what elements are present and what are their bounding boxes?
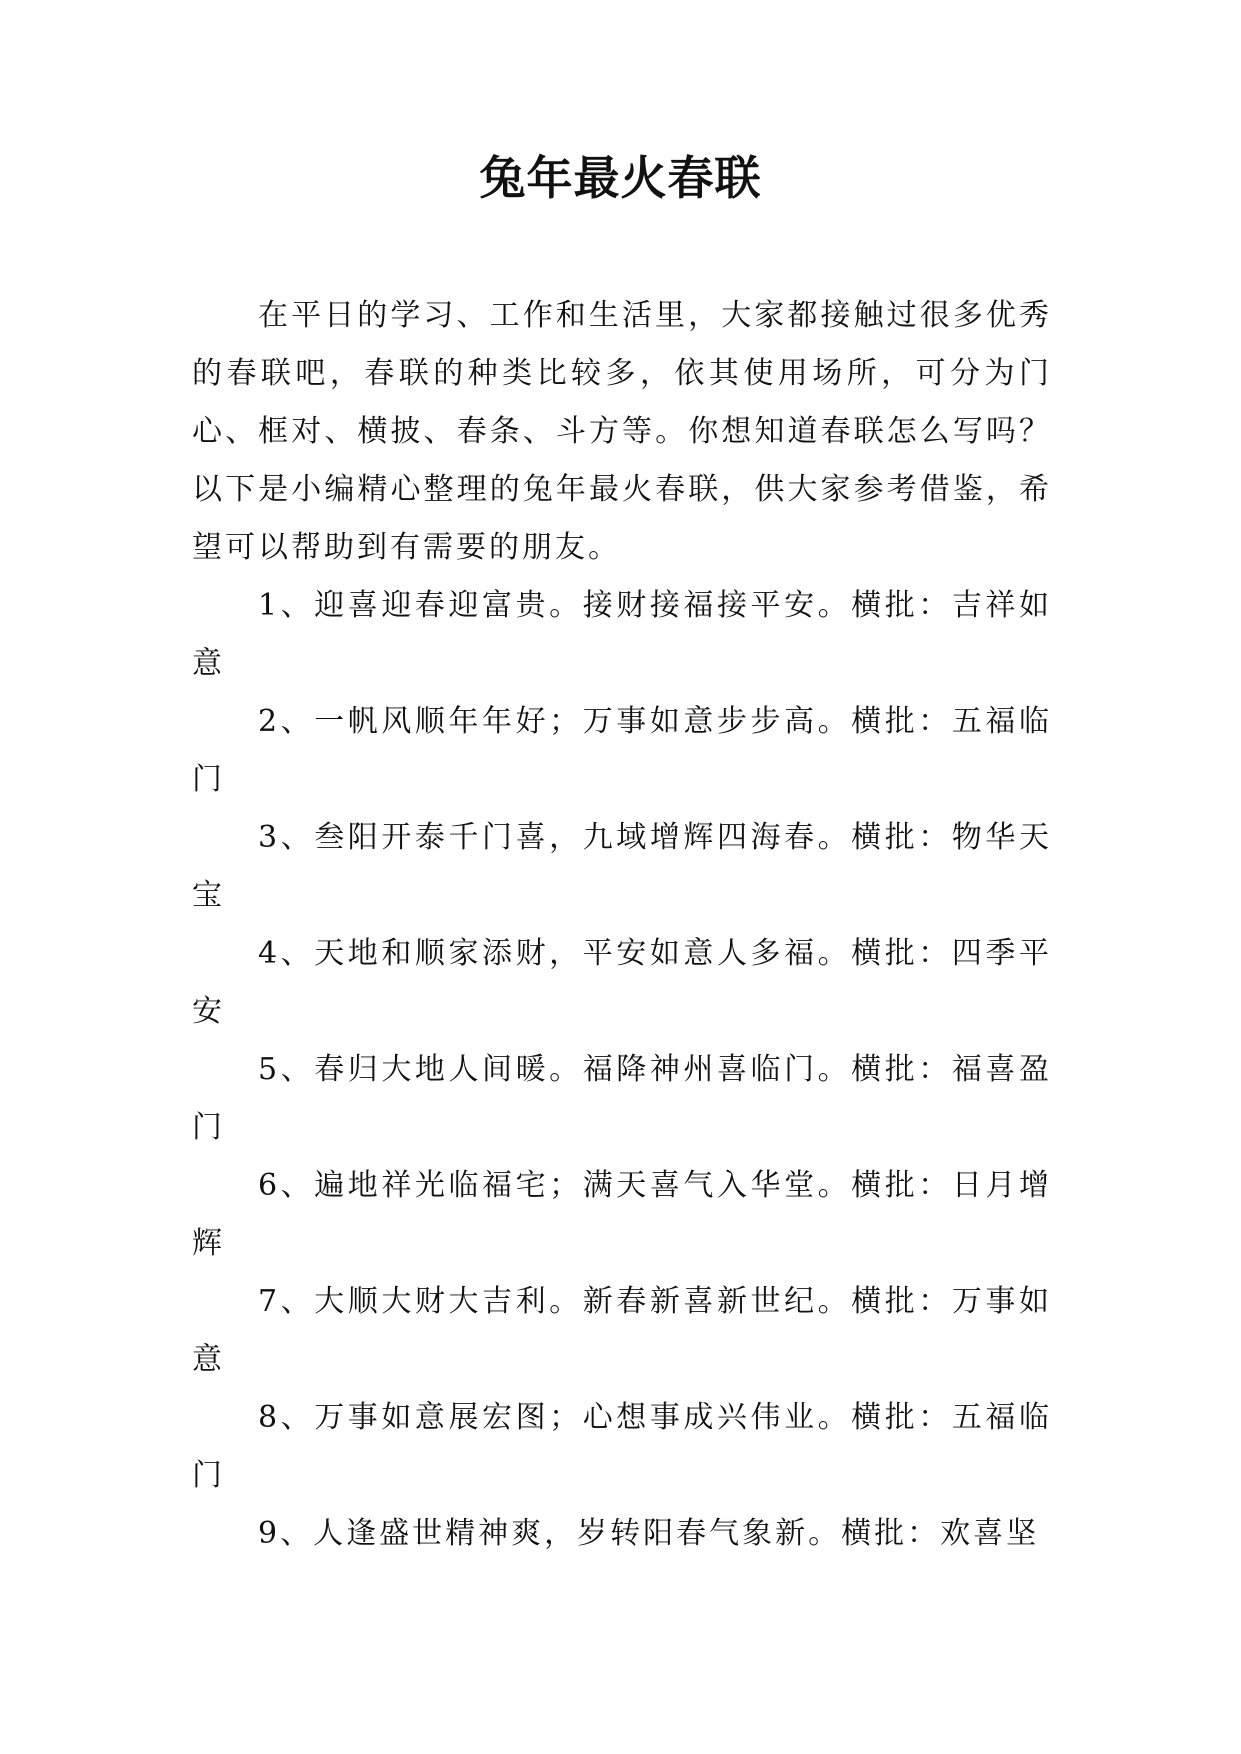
couplet-item: 9、人逢盛世精神爽，岁转阳春气象新。横批：欢喜坚 — [258, 1516, 1040, 1551]
couplet-item: 1、迎喜迎春迎富贵。接财接福接平安。横批：吉祥如意 — [192, 588, 1052, 681]
couplet-item: 8、万事如意展宏图；心想事成兴伟业。横批：五福临门 — [192, 1400, 1052, 1493]
document-title: 兔年最火春联 — [479, 151, 762, 205]
couplet-item: 7、大顺大财大吉利。新春新喜新世纪。横批：万事如意 — [192, 1284, 1052, 1377]
couplet-item: 4、天地和顺家添财，平安如意人多福。横批：四季平安 — [192, 936, 1052, 1029]
couplet-item: 3、叁阳开泰千门喜，九域增辉四海春。横批：物华天宝 — [192, 820, 1052, 913]
document-body — [192, 287, 1052, 1563]
couplet-item: 6、遍地祥光临福宅；满天喜气入华堂。横批：日月增辉 — [192, 1168, 1052, 1261]
couplet-item: 2、一帆风顺年年好；万事如意步步高。横批：五福临门 — [192, 704, 1052, 797]
couplet-item: 5、春归大地人间暖。福降神州喜临门。横批：福喜盈门 — [192, 1052, 1052, 1145]
intro-paragraph: 在平日的学习、工作和生活里，大家都接触过很多优秀的春联吧，春联的种类比较多，依其使用场所，可分为门心、框对、横披、春条、斗方等。你想知道春联怎么写吗？以下是小编精心整理的兔年最火春联，供大家参考借鉴，希望可以帮助到有需要的朋友。 — [192, 298, 1052, 565]
